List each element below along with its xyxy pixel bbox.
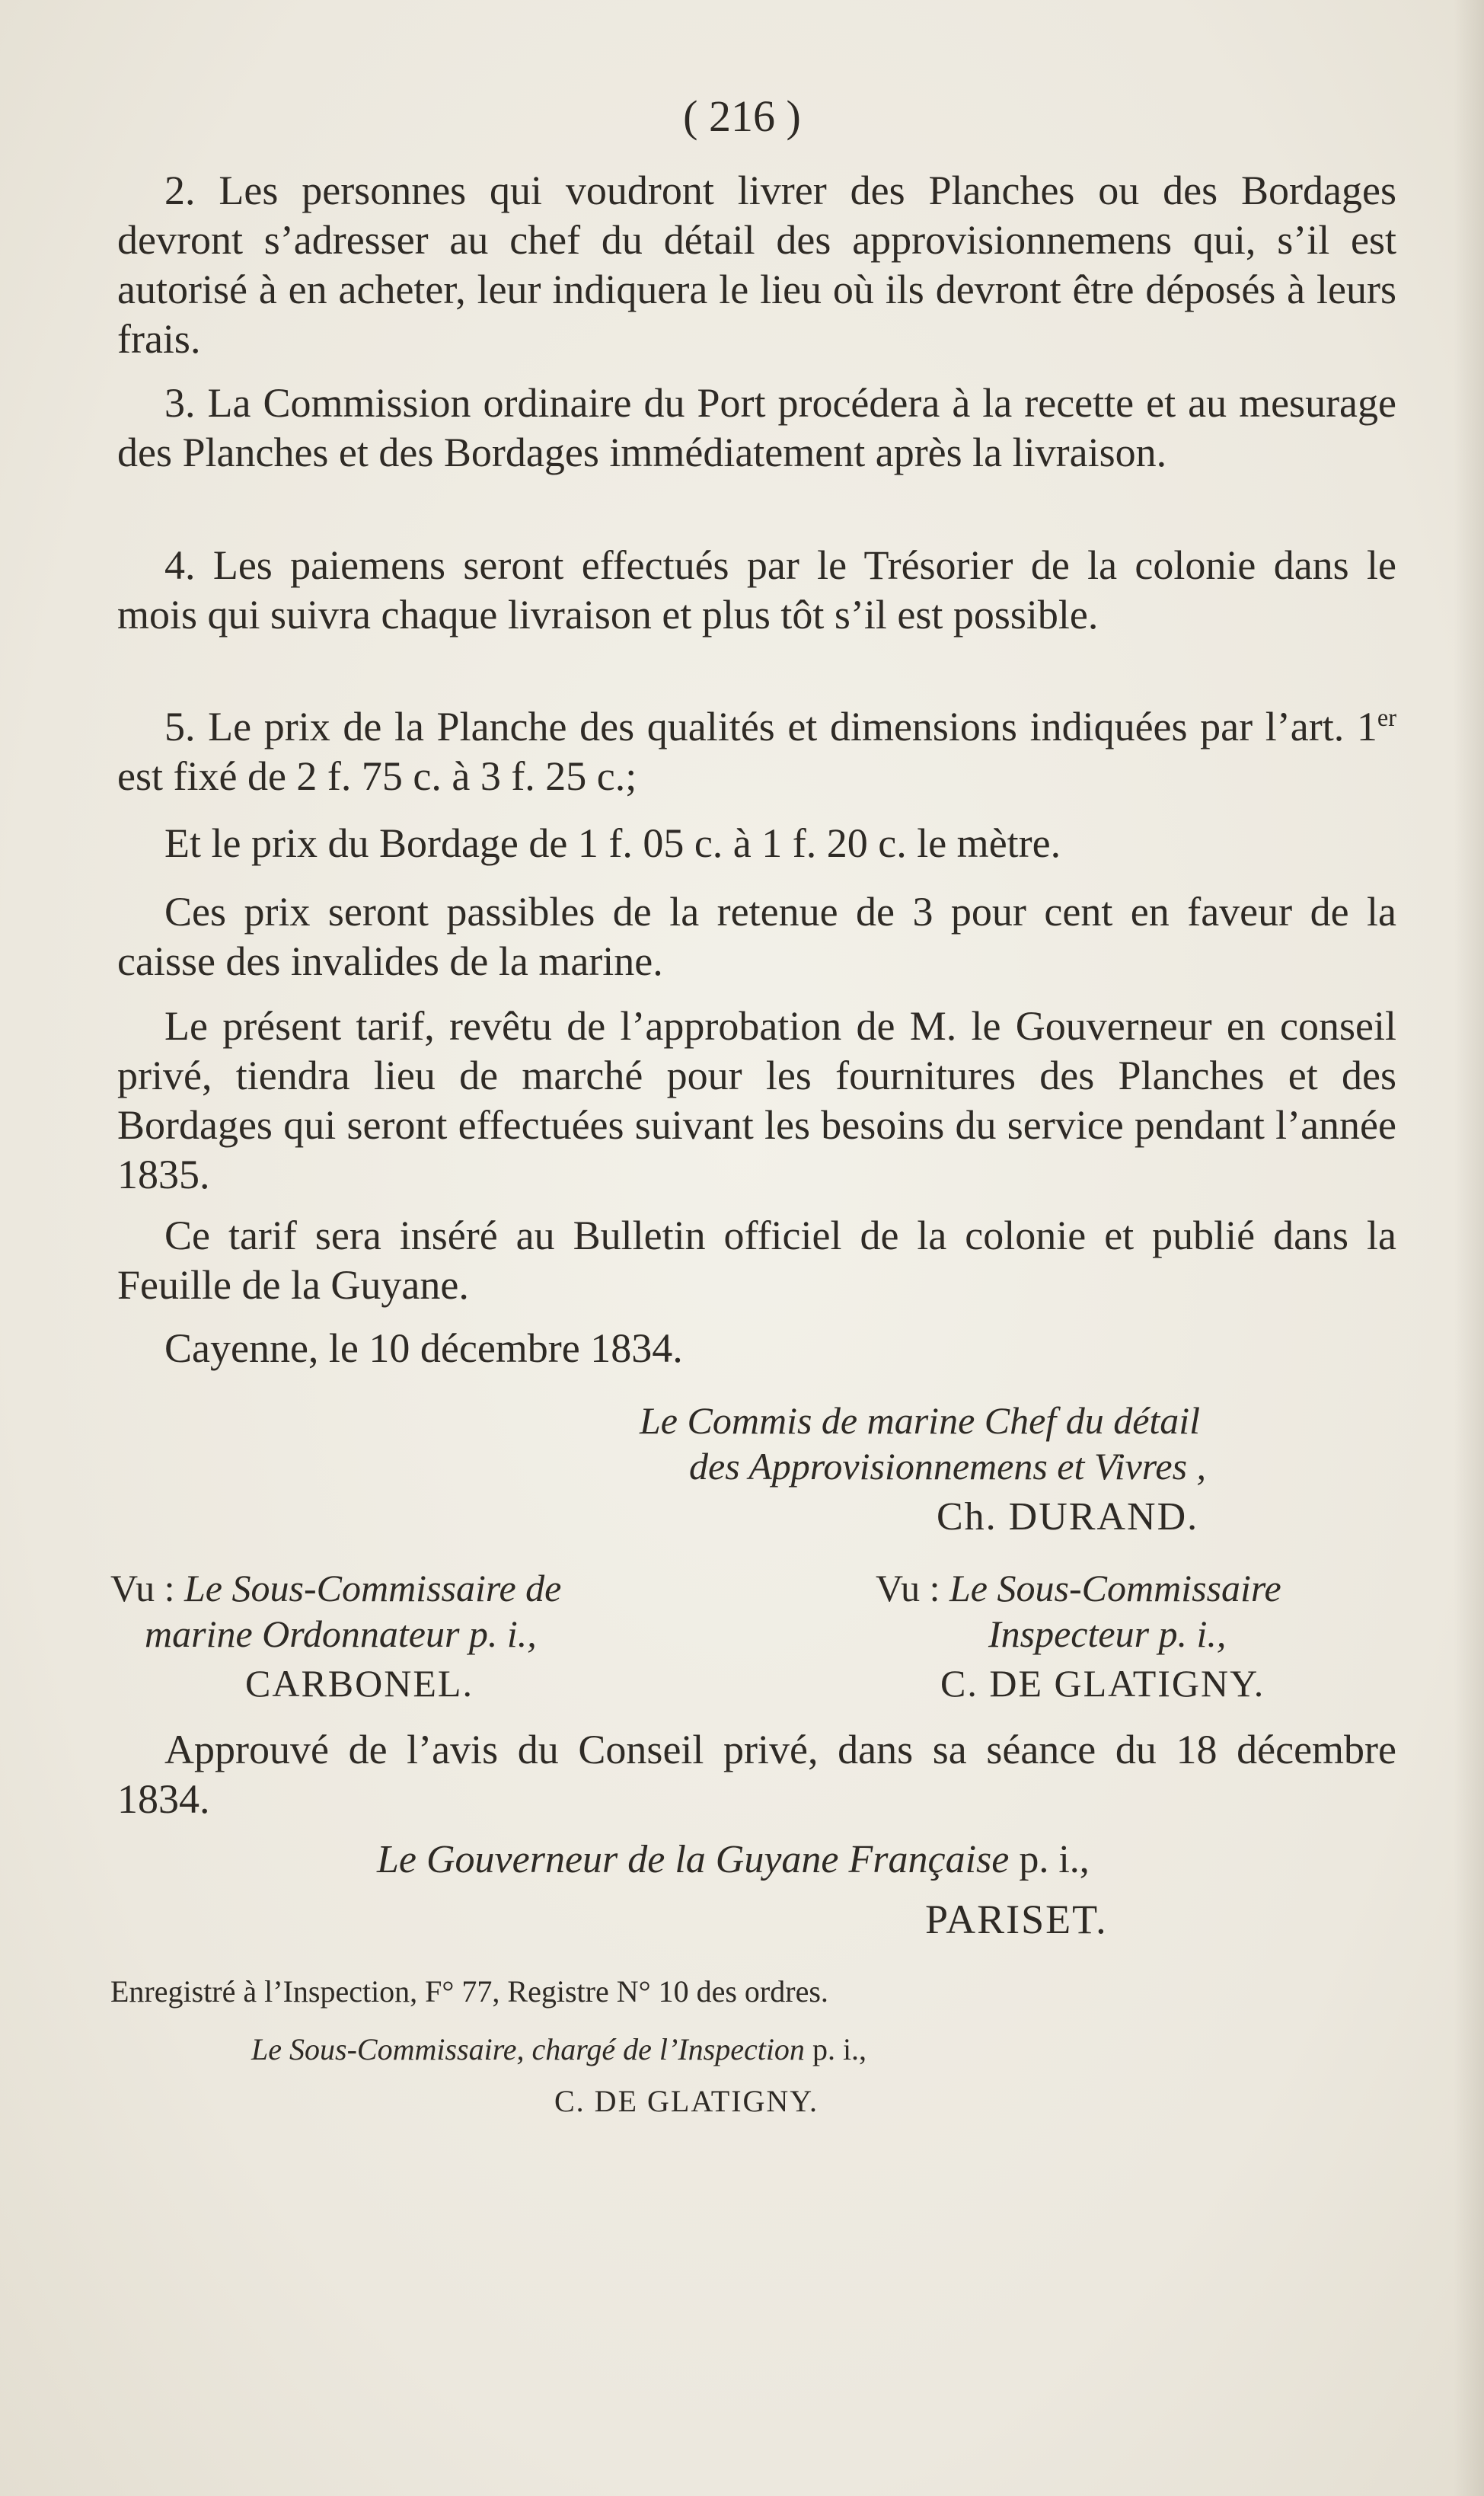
vu-right-title1: Le Sous-Commissaire [949,1567,1281,1609]
governor-title-line [377,1837,1090,1883]
signature-name: Ch. DURAND. [937,1495,1199,1539]
vu-left-line1 [110,1565,561,1611]
signature-title-line2: des Approvisionnemens et Vivres , [689,1445,1207,1488]
retenue-paragraph: Ces prix seront passibles de la retenue de 3 pour cent en faveur de la caisse des invalides de la marine. [117,889,1396,984]
vu-left-name: CARBONEL. [245,1662,474,1705]
page-number: ( 216 ) [683,91,801,141]
signature-title-line1: Le Commis de marine Chef du détail [640,1399,1201,1442]
vu-left-prefix: Vu : [110,1567,184,1609]
insertion-paragraph: Ce tarif sera inséré au Bulletin officiel de la colonie et publié dans la Feuille de la Guyane. [117,1213,1396,1308]
registration-suffix: p. i., [804,2032,867,2066]
article-2: 2. Les personnes qui voudront livrer des Planches ou des Bordages devront s’adresser au chef du détail des approvisionnemens qui, s’il est autorisé à en acheter, leur indiquera le lieu où ils devront être déposés à leurs frais. [117,168,1396,362]
article-5 [117,702,1396,801]
article-5-text-end: est fixé de 2 f. 75 c. à 3 f. 25 c.; [117,753,637,799]
vu-left-title2: marine Ordonnateur p. i., [145,1612,537,1655]
article-3: 3. La Commission ordinaire du Port procédera à la recette et au mesurage des Planches et des Bordages immédiatement après la livraison. [117,380,1396,475]
vu-right-line1 [876,1565,1281,1611]
page-edge-shadow [1454,0,1484,2496]
registration-title-line [251,2029,866,2070]
registration-title: Le Sous-Commissaire, chargé de l’Inspection [251,2032,805,2066]
tarif-paragraph: Le présent tarif, revêtu de l’approbation de M. le Gouverneur en conseil privé, tiendra lieu de marché pour les fournitures des Planches et des Bordages qui seront effectuées suivant les besoins du service pendant l’année 1835. [117,1003,1396,1197]
vu-right-title2: Inspecteur p. i., [988,1612,1227,1655]
governor-title: Le Gouverneur de la Guyane Française [377,1838,1010,1881]
governor-suffix: p. i., [1009,1838,1090,1881]
article-5-text: 5. Le prix de la Planche des qualités et dimensions indiquées par l’art. 1 [164,704,1377,749]
vu-left-title1: Le Sous-Commissaire de [184,1567,562,1609]
registration-name: C. DE GLATIGNY. [554,2084,819,2118]
vu-right-name: C. DE GLATIGNY. [940,1662,1265,1705]
governor-name: PARISET. [925,1897,1108,1942]
approval-paragraph: Approuvé de l’avis du Conseil privé, dans sa séance du 18 décembre 1834. [117,1727,1396,1822]
article-5-superscript: er [1377,705,1396,732]
date-line: Cayenne, le 10 décembre 1834. [164,1325,683,1371]
registration-line: Enregistré à l’Inspection, F° 77, Registre N° 10 des ordres. [110,1974,828,2009]
bordage-price: Et le prix du Bordage de 1 f. 05 c. à 1 f. 20 c. le mètre. [164,820,1061,866]
article-4: 4. Les paiemens seront effectués par le Trésorier de la colonie dans le mois qui suivra chaque livraison et plus tôt s’il est possible. [117,542,1396,638]
vu-right-prefix: Vu : [876,1567,949,1609]
